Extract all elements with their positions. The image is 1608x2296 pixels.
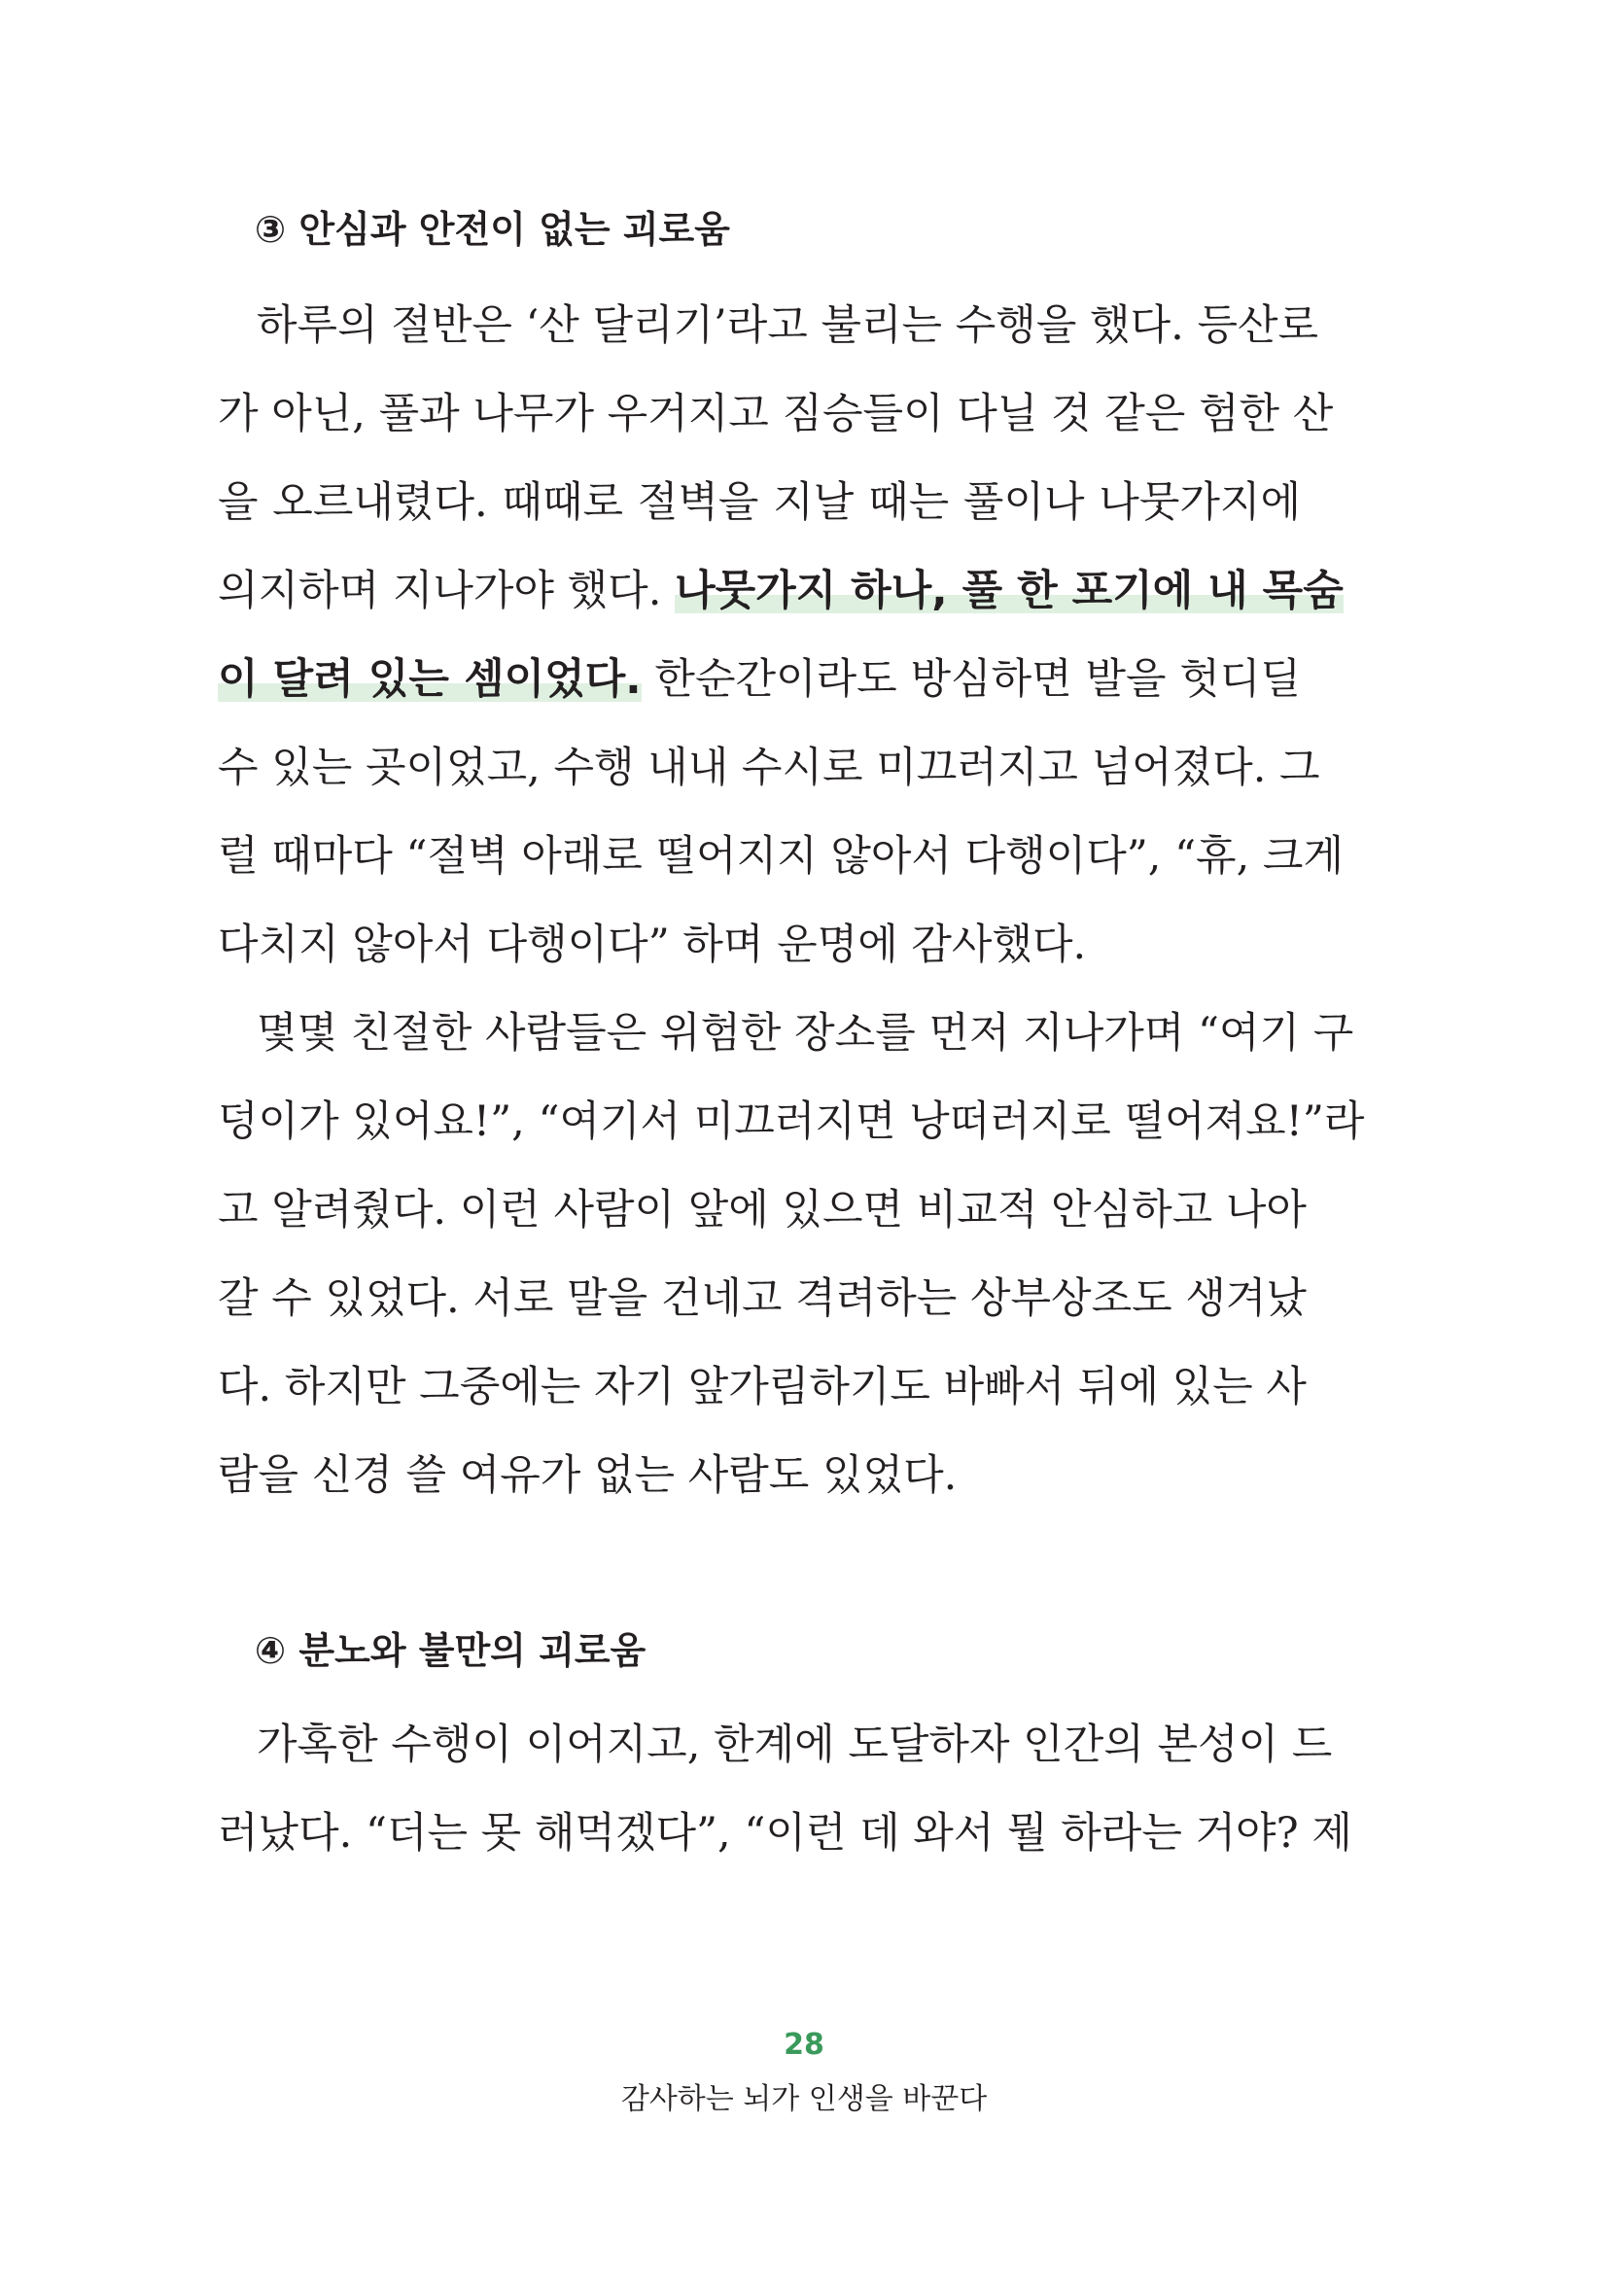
text-line xyxy=(218,636,1301,724)
text-line: 람을 신경 쓸 여유가 없는 사람도 있었다. xyxy=(218,1451,958,1500)
page-number: 28 xyxy=(784,2028,824,2062)
text-line: 고 알려줬다. 이런 사람이 앞에 있으면 비교적 안심하고 나아 xyxy=(218,1186,1307,1235)
text-line: 을 오르내렸다. 때때로 절벽을 지날 때는 풀이나 나뭇가지에 xyxy=(218,478,1301,527)
text-line: 다. 하지만 그중에는 자기 앞가림하기도 바빠서 뒤에 있는 사 xyxy=(218,1363,1307,1411)
highlighted-text: 이 달려 있는 셈이었다. xyxy=(218,655,642,704)
text-line: 가 아닌, 풀과 나무가 우거지고 짐승들이 다닐 것 같은 험한 산 xyxy=(218,390,1334,438)
section-heading-4: ④ 분노와 불만의 괴로움 xyxy=(255,1629,647,1672)
text-line: 덩이가 있어요!”, “여기서 미끄러지면 낭떠러지로 떨어져요!”라 xyxy=(218,1097,1365,1146)
text-line: 럴 때마다 “절벽 아래로 떨어지지 않아서 다행이다”, “휴, 크게 xyxy=(218,832,1345,881)
text-line: 수 있는 곳이었고, 수행 내내 수시로 미끄러지고 넘어졌다. 그 xyxy=(218,744,1320,792)
text-run: 한순간이라도 방심하면 발을 헛디딜 xyxy=(641,655,1301,704)
paragraph xyxy=(218,1701,1352,1878)
paragraph xyxy=(218,282,1345,990)
text-line xyxy=(218,547,1344,636)
highlighted-text: 나뭇가지 하나, 풀 한 포기에 내 목숨 xyxy=(675,567,1344,615)
text-line: 다치지 않아서 다행이다” 하며 운명에 감사했다. xyxy=(218,921,1087,969)
paragraph xyxy=(218,990,1365,1520)
text-run: 의지하며 지나가야 했다. xyxy=(218,567,676,615)
running-title: 감사하는 뇌가 인생을 바꾼다 xyxy=(620,2082,988,2116)
text-line: 몇몇 친절한 사람들은 위험한 장소를 먼저 지나가며 “여기 구 xyxy=(257,1009,1354,1058)
text-line: 갈 수 있었다. 서로 말을 건네고 격려하는 상부상조도 생겨났 xyxy=(218,1274,1307,1323)
text-line: 가혹한 수행이 이어지고, 한계에 도달하자 인간의 본성이 드 xyxy=(257,1721,1333,1769)
text-line: 하루의 절반은 ‘산 달리기’라고 불리는 수행을 했다. 등산로 xyxy=(257,301,1319,350)
section-heading-3: ③ 안심과 안전이 없는 괴로움 xyxy=(255,208,730,251)
text-line: 러났다. “더는 못 해먹겠다”, “이런 데 와서 뭘 하라는 거야? 제 xyxy=(218,1809,1352,1858)
